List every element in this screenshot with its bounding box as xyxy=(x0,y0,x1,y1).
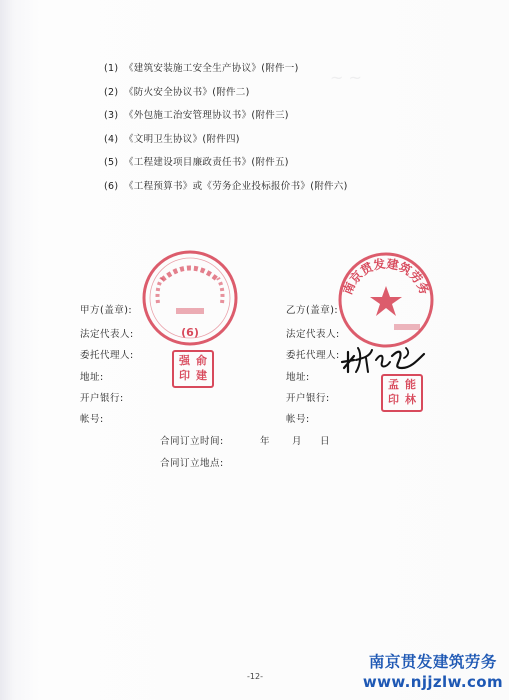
party-a-address-label: 地址: xyxy=(80,372,104,383)
party-a-name-label: 甲方(盖章): xyxy=(80,305,133,316)
attachment-item xyxy=(104,109,348,133)
attachment-list xyxy=(104,62,348,204)
party-a-round-stamp xyxy=(140,248,240,348)
attachment-number: (6) xyxy=(104,180,119,192)
watermark-url: www.njjzlw.com xyxy=(362,673,503,691)
party-b-rep-label: 法定代表人: xyxy=(286,329,340,340)
site-watermark xyxy=(363,652,503,692)
attachment-number: (2) xyxy=(104,86,119,98)
attachment-title: 《工程预算书》或《劳务企业投标报价书》(附件六) xyxy=(124,180,348,192)
attachment-title: 《工程建设项目廉政责任书》(附件五) xyxy=(124,157,289,169)
attachment-item xyxy=(104,180,348,204)
party-a-account-label: 帐号: xyxy=(80,414,104,425)
party-b-name-seal: 孟 能 印 林 xyxy=(381,374,423,412)
contract-year: 年 xyxy=(260,436,271,447)
watermark-company: 南京贯发建筑劳务 xyxy=(368,653,497,671)
party-a-rep-label: 法定代表人: xyxy=(80,329,134,340)
stamp-company-text: 南京贯发建筑劳务 xyxy=(340,256,432,297)
handwritten-signature xyxy=(336,338,432,378)
attachment-item xyxy=(104,156,348,180)
attachment-item xyxy=(104,62,348,86)
star-icon xyxy=(370,286,402,316)
attachment-item xyxy=(104,133,348,157)
attachment-title: 《外包施工治安管理协议书》(附件三) xyxy=(124,110,289,122)
party-b-round-stamp xyxy=(336,250,436,350)
contract-time-label: 合同订立时间: xyxy=(160,436,224,447)
party-a-name-seal: 强 俞 印 建 xyxy=(172,350,214,388)
page-number: -12- xyxy=(247,672,263,681)
attachment-number: (4) xyxy=(104,133,119,145)
attachment-number: (1) xyxy=(104,63,119,74)
party-b-address-label: 地址: xyxy=(286,372,310,383)
attachment-number: (3) xyxy=(104,110,119,122)
contract-place-label: 合同订立地点: xyxy=(160,458,224,469)
attachment-item xyxy=(104,86,348,110)
party-b-account-label: 帐号: xyxy=(286,414,310,425)
party-a-agent-label: 委托代理人: xyxy=(80,350,134,361)
attachment-title: 《文明卫生协议》(附件四) xyxy=(124,133,240,145)
attachment-number: (5) xyxy=(104,157,119,169)
stamp-serial-text: (6) xyxy=(181,326,199,339)
bleed-through-mark: ~ ~ xyxy=(330,68,362,87)
attachment-title: 《建筑安装施工安全生产协议》(附件一) xyxy=(124,63,299,74)
contract-day: 日 xyxy=(320,436,331,447)
party-b-bank-label: 开户银行: xyxy=(286,393,330,404)
party-b-name-label: 乙方(盖章): xyxy=(286,305,339,316)
attachment-title: 《防火安全协议书》(附件二) xyxy=(124,86,250,98)
contract-month: 月 xyxy=(292,436,303,447)
party-b-agent-label: 委托代理人: xyxy=(286,350,340,361)
party-a-bank-label: 开户银行: xyxy=(80,393,124,404)
